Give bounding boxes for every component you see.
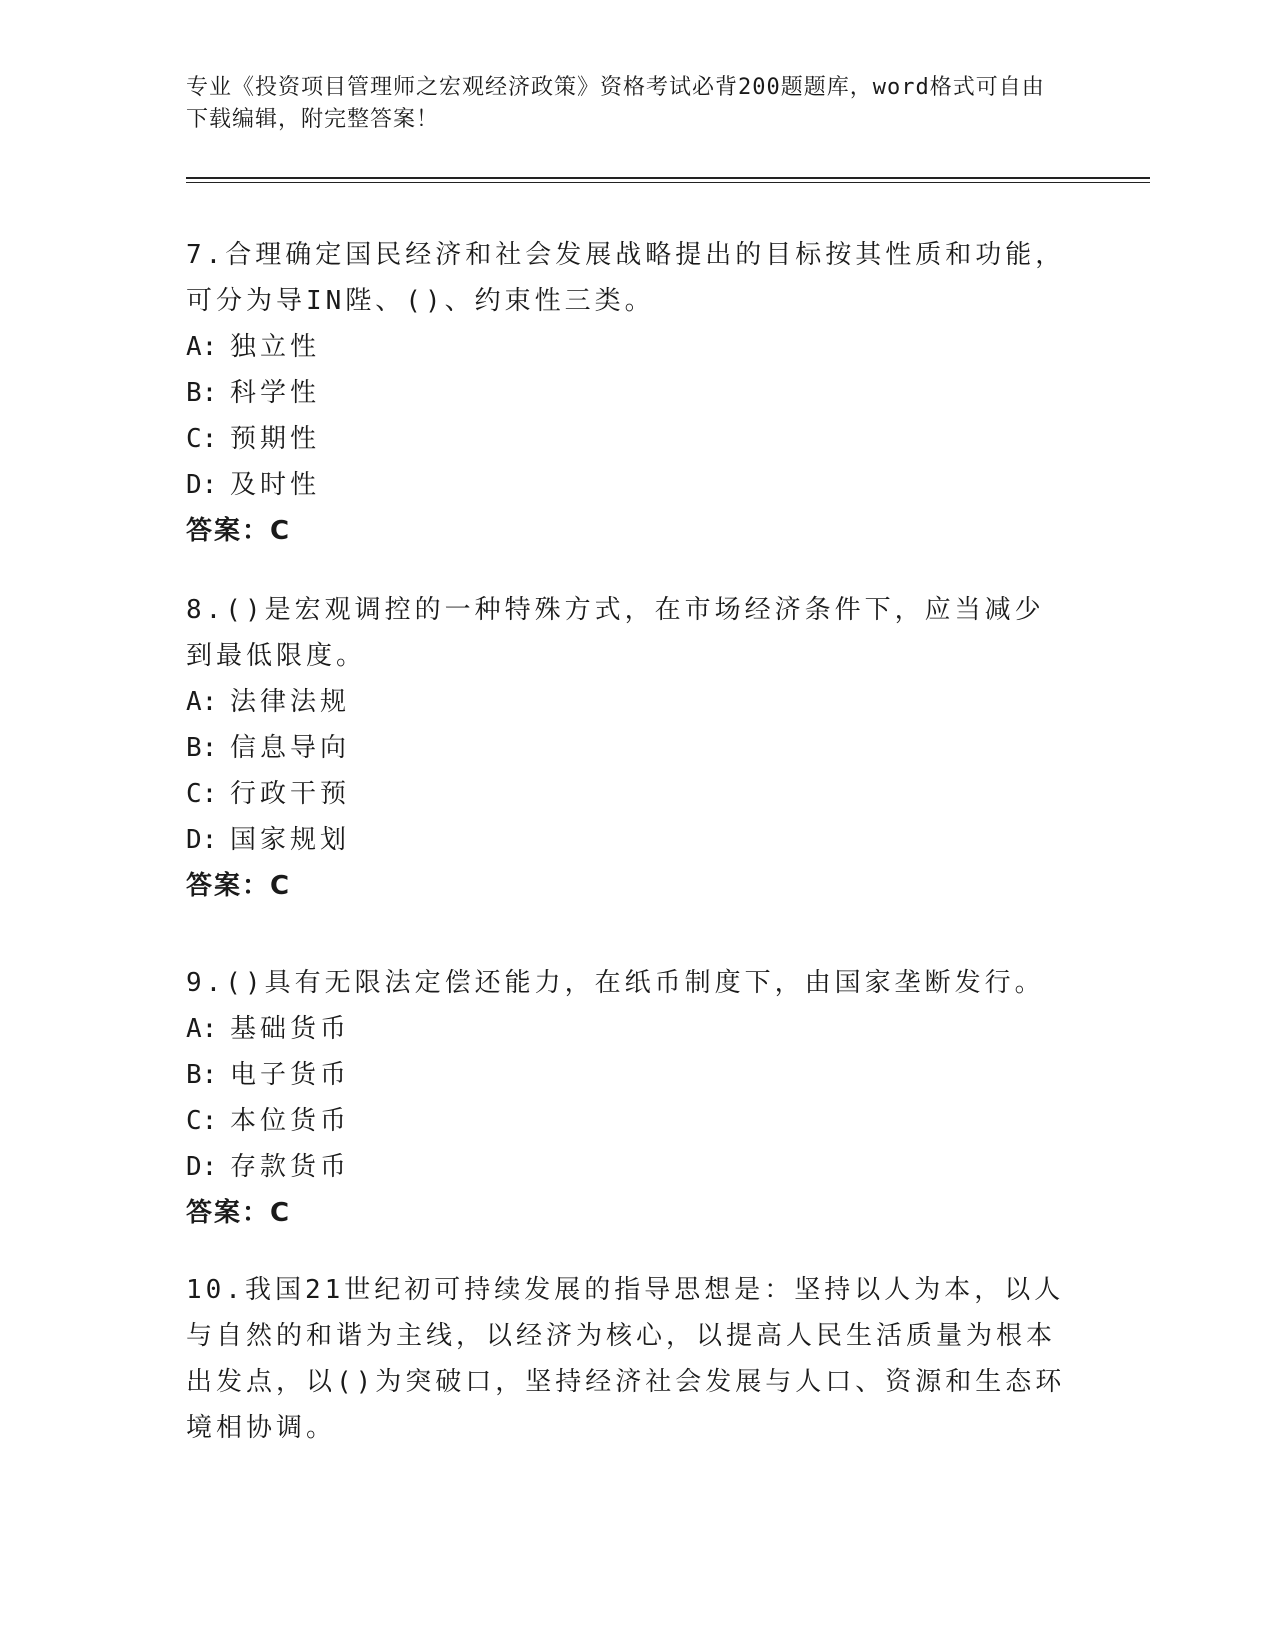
option-text: 法律法规 (230, 687, 351, 717)
option-letter: D: (186, 470, 218, 500)
question-10 (186, 1267, 1066, 1451)
question-stem: 10.我国21世纪初可持续发展的指导思想是：坚持以人为本，以人与自然的和谐为主线，以经济为核心，以提高人民生活质量为根本出发点，以()为突破口，坚持经济社会发展与人口、资源和生态环境相协调。 (186, 1275, 1066, 1443)
answer-line: 答案：C (186, 516, 292, 546)
question-stem: 9.()具有无限法定偿还能力，在纸币制度下，由国家垄断发行。 (186, 968, 1045, 998)
document-header: 专业《投资项目管理师之宏观经济政策》资格考试必背200题题库，word格式可自由下载编辑，附完整答案！ (186, 75, 1045, 132)
option-text: 基础货币 (230, 1014, 351, 1044)
question-7 (186, 232, 1066, 554)
option-letter: C: (186, 424, 218, 454)
option-letter: A: (186, 1014, 218, 1044)
option-letter: B: (186, 1060, 218, 1090)
option-c (186, 416, 1066, 462)
option-d (186, 462, 1066, 508)
option-a (186, 324, 1066, 370)
option-d (186, 817, 1066, 863)
option-b (186, 1052, 1066, 1098)
option-a (186, 679, 1066, 725)
header-divider-thin (186, 182, 1150, 183)
option-letter: B: (186, 378, 218, 408)
question-9 (186, 960, 1066, 1236)
option-letter: D: (186, 825, 218, 855)
header-divider-thick (186, 177, 1150, 179)
option-letter: D: (186, 1152, 218, 1182)
option-text: 存款货币 (230, 1152, 351, 1182)
option-letter: C: (186, 779, 218, 809)
question-8 (186, 587, 1066, 909)
answer-line: 答案：C (186, 1198, 292, 1228)
option-text: 国家规划 (230, 825, 351, 855)
option-text: 电子货币 (230, 1060, 351, 1090)
option-letter: B: (186, 733, 218, 763)
option-b (186, 370, 1066, 416)
question-stem: 8.()是宏观调控的一种特殊方式，在市场经济条件下，应当减少到最低限度。 (186, 595, 1045, 671)
option-letter: A: (186, 332, 218, 362)
option-text: 行政干预 (230, 779, 351, 809)
option-c (186, 771, 1066, 817)
option-letter: C: (186, 1106, 218, 1136)
option-c (186, 1098, 1066, 1144)
question-stem: 7.合理确定国民经济和社会发展战略提出的目标按其性质和功能，可分为导IN陛、()、约束性三类。 (186, 240, 1066, 316)
option-d (186, 1144, 1066, 1190)
option-text: 及时性 (230, 470, 321, 500)
option-text: 独立性 (230, 332, 321, 362)
option-a (186, 1006, 1066, 1052)
option-letter: A: (186, 687, 218, 717)
option-text: 信息导向 (230, 733, 351, 763)
answer-line: 答案：C (186, 871, 292, 901)
option-text: 科学性 (230, 378, 321, 408)
option-text: 预期性 (230, 424, 321, 454)
option-text: 本位货币 (230, 1106, 351, 1136)
option-b (186, 725, 1066, 771)
